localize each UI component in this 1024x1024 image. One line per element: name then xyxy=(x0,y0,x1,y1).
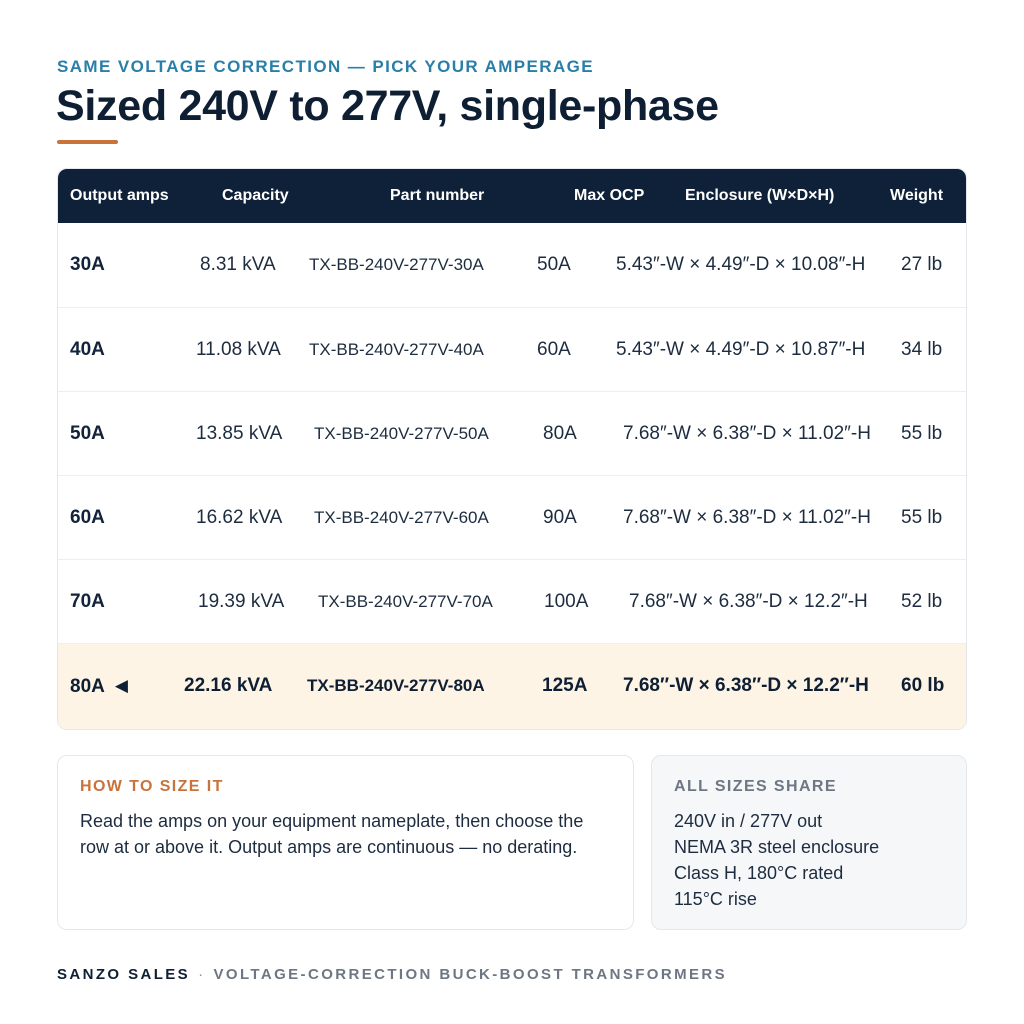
max-ocp: 90A xyxy=(543,507,577,528)
output-amps: 60A xyxy=(70,507,105,528)
capacity: 16.62 kVA xyxy=(196,507,283,528)
capacity: 11.08 kVA xyxy=(196,339,281,360)
max-ocp: 60A xyxy=(537,339,571,360)
shared-specs-card xyxy=(651,755,967,930)
max-ocp: 125A xyxy=(542,675,588,696)
output-amps: 30A xyxy=(70,254,105,275)
sizing-card-title: HOW TO SIZE IT xyxy=(80,778,224,795)
output-amps: 50A xyxy=(70,423,105,444)
col-part-number: Part number xyxy=(390,187,485,204)
shared-specs-list xyxy=(674,808,879,912)
table-row[interactable] xyxy=(58,559,966,643)
footer-separator: · xyxy=(198,966,206,983)
spec-table xyxy=(57,168,967,730)
sizing-card xyxy=(57,755,634,930)
table-row[interactable] xyxy=(58,223,966,307)
enclosure: 7.68″-W × 6.38″-D × 11.02″-H xyxy=(623,507,871,528)
shared-spec-item: 115°C rise xyxy=(674,889,757,909)
shared-spec-item: 240V in / 277V out xyxy=(674,811,823,831)
footer-brand: SANZO SALES xyxy=(57,966,191,983)
col-max-ocp: Max OCP xyxy=(574,187,645,204)
eyebrow: SAME VOLTAGE CORRECTION — PICK YOUR AMPERAGE xyxy=(57,57,595,76)
shared-spec-item: NEMA 3R steel enclosure xyxy=(674,837,880,857)
shared-spec-item: Class H, 180°C rated xyxy=(674,863,844,883)
max-ocp: 80A xyxy=(543,423,577,444)
weight: 55 lb xyxy=(901,423,943,444)
col-output-amps: Output amps xyxy=(70,187,169,204)
table-row[interactable] xyxy=(58,475,966,559)
part-number: TX-BB-240V-277V-50A xyxy=(314,424,489,443)
footer-tagline: VOLTAGE-CORRECTION BUCK-BOOST TRANSFORMERS xyxy=(213,966,728,983)
accent-rule xyxy=(57,140,118,144)
capacity: 22.16 kVA xyxy=(184,675,273,696)
table-row-highlighted[interactable] xyxy=(58,643,966,729)
enclosure: 7.68″-W × 6.38″-D × 11.02″-H xyxy=(623,423,871,444)
left-pointer-icon: ◀ xyxy=(114,676,128,695)
table-row[interactable] xyxy=(58,307,966,391)
col-capacity: Capacity xyxy=(222,187,289,204)
weight: 55 lb xyxy=(901,507,943,528)
weight: 60 lb xyxy=(901,675,945,696)
output-amps-cell xyxy=(70,644,128,728)
output-amps: 70A xyxy=(70,591,105,612)
max-ocp: 100A xyxy=(544,591,589,612)
enclosure: 5.43″-W × 4.49″-D × 10.87″-H xyxy=(616,339,866,360)
output-amps: 80A xyxy=(70,676,105,697)
enclosure: 7.68″-W × 6.38″-D × 12.2″-H xyxy=(623,675,869,696)
capacity: 13.85 kVA xyxy=(196,423,283,444)
page-title: Sized 240V to 277V, single-phase xyxy=(56,82,719,130)
enclosure: 7.68″-W × 6.38″-D × 12.2″-H xyxy=(629,591,868,612)
output-amps: 40A xyxy=(70,339,105,360)
max-ocp: 50A xyxy=(537,254,571,275)
part-number: TX-BB-240V-277V-60A xyxy=(314,508,489,527)
weight: 52 lb xyxy=(901,591,943,612)
part-number: TX-BB-240V-277V-30A xyxy=(309,255,484,274)
table-header xyxy=(58,169,966,223)
enclosure: 5.43″-W × 4.49″-D × 10.08″-H xyxy=(616,254,866,275)
weight: 27 lb xyxy=(901,254,943,275)
part-number: TX-BB-240V-277V-80A xyxy=(307,676,485,695)
col-enclosure: Enclosure (W×D×H) xyxy=(685,187,835,204)
part-number: TX-BB-240V-277V-40A xyxy=(309,340,484,359)
capacity: 8.31 kVA xyxy=(200,254,276,275)
sizing-card-body: Read the amps on your equipment nameplate, then choose the row at or above it. Output amps are continuous — no derating. xyxy=(80,811,584,857)
weight: 34 lb xyxy=(901,339,943,360)
col-weight: Weight xyxy=(890,187,944,204)
footer xyxy=(57,966,727,983)
part-number: TX-BB-240V-277V-70A xyxy=(318,592,493,611)
shared-specs-title: ALL SIZES SHARE xyxy=(674,778,837,795)
capacity: 19.39 kVA xyxy=(198,591,285,612)
table-row[interactable] xyxy=(58,391,966,475)
